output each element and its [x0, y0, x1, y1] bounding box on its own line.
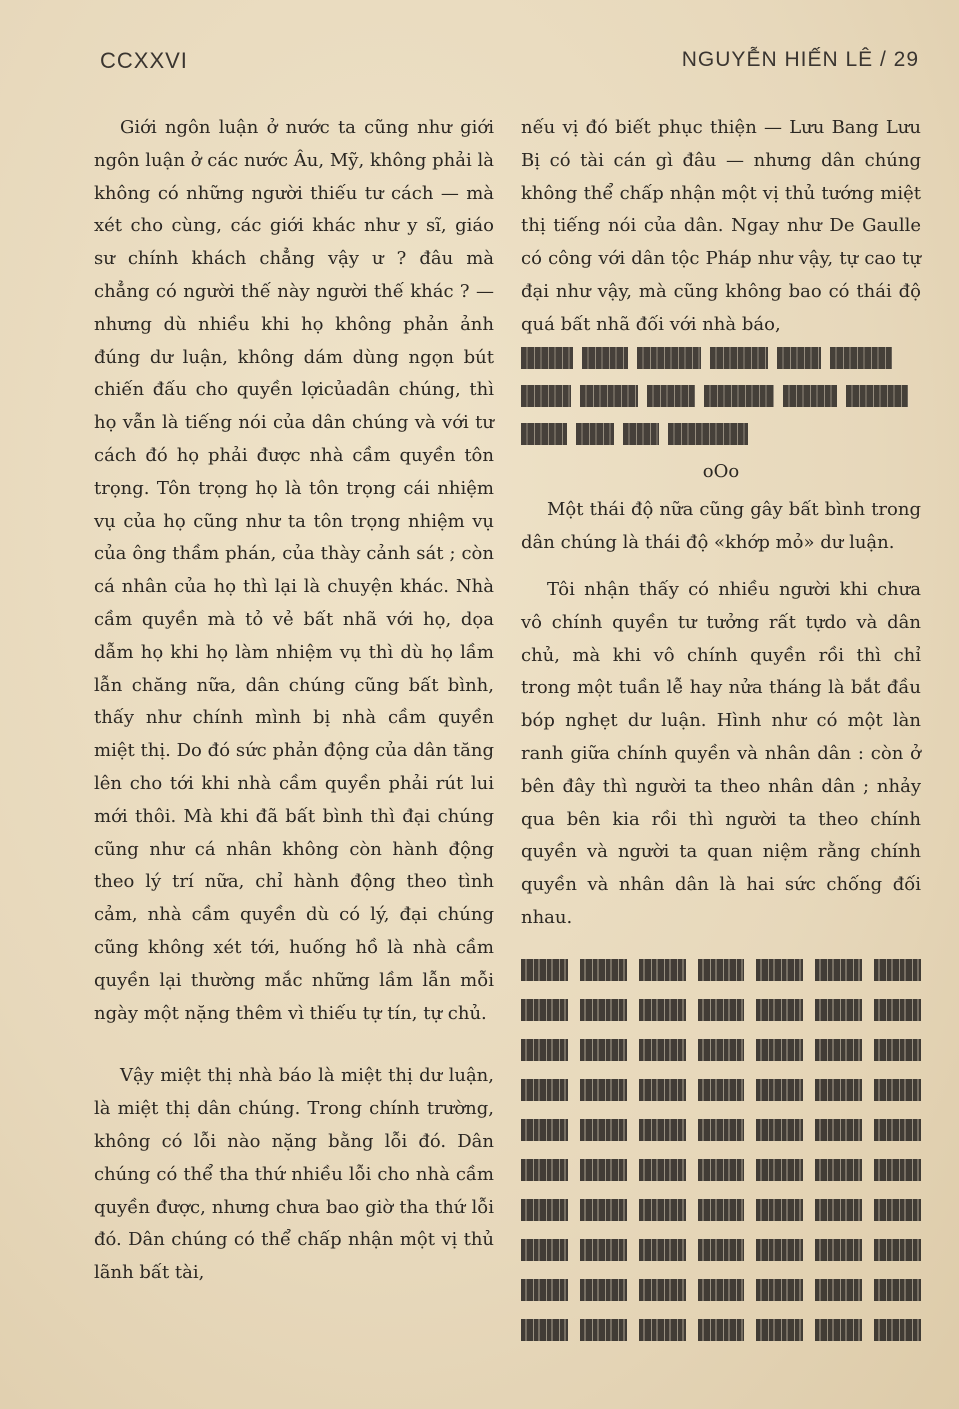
left-paragraph-1: Giới ngôn luận ở nước ta cũng như giới ngôn luận ở các nước Âu, Mỹ, không phải là không có những người thiếu tư cách — mà xét cho cùng, các giới khác như y sĩ, giáo sư chính khách chẳng vậy ư ? đâu mà chẳng có người thế này người thế khác ? — nhưng dù nhiều khi họ không phản ảnh đúng dư luận, không dám dùng ngọn bút chiến đấu cho quyền lợicủadân chúng, thì họ vẫn là tiếng nói của dân chúng và với tư cách đó họ phải được nhà cầm quyền tôn trọng. Tôn trọng họ là tôn trọng cái nhiệm vụ của họ cũng như ta tôn trọng nhiệm vụ của ông thầm phán, của thày cảnh sát ; còn cá nhân của họ thì lại là chuyện khác. Nhà cầm quyền mà tỏ vẻ bất nhã với họ, dọa dẫm họ khi họ làm nhiệm vụ thì dù họ lầm lẫn chăng nữa, dân chúng cũng bất bình, thấy như chính mình bị nhà cầm quyền miệt thị. Do đó sức phản động của dân tăng lên cho tới khi nhà cầm quyền phải rút lui mới thôi. Mà khi đã bất bình thì đại chúng cũng như cá nhân không còn hành động theo lý trí nữa, chỉ hành động theo tình cảm, nhà cầm quyền dù có lý, đại chúng cũng không xét tới, huống hồ là nhà cầm quyền lại thường mắc những lầm lẫn mỗi ngày một nặng thêm vì thiếu tự tín, tự chủ. — [94, 117, 494, 1024]
censored-lines-top — [521, 342, 921, 450]
section-separator: oOo — [702, 460, 740, 482]
right-paragraph-2: Một thái độ nữa cũng gây bất bình trong dân chúng là thái độ «khớp mỏ» dư luận. — [521, 499, 921, 554]
page-header-roman: CCXXVI — [100, 48, 188, 73]
page-header-author: NGUYỄN HIẾN LÊ / 29 — [681, 48, 919, 71]
paragraph-gap — [521, 560, 921, 574]
right-paragraph-3: Tôi nhận thấy có nhiều người khi chưa vô chính quyền tư tưởng rất tựdo và dân chủ, mà khi vô chính quyền rồi thì chỉ trong một tuần lễ hay nửa tháng là bắt đầu bóp nghẹt dư luận. Hình như có một làn ranh giữa chính quyền và nhân dân : còn ở bên đây thì người ta theo nhân dân ; nhảy qua bên kia rồi thì người ta theo chính quyền và người ta quan niệm rằng chính quyền và nhân dân là hai sức chống đối nhau. — [521, 578, 921, 928]
censored-block-bottom — [521, 955, 921, 1345]
left-paragraph-2: Vậy miệt thị nhà báo là miệt thị dư luận, là miệt thị dân chúng. Trong chính trường, không có lỗi nào nặng bằng lỗi đó. Dân chúng có thể tha thứ nhiều lỗi cho nhà cầm quyền được, nhưng chưa bao giờ tha thứ lỗi đó. Dân chúng có thể chấp nhận một vị thủ lãnh bất tài, — [94, 1065, 494, 1284]
right-column — [521, 112, 921, 1345]
left-column — [94, 112, 494, 1290]
right-paragraph-1: nếu vị đó biết phục thiện — Lưu Bang Lưu Bị có tài cán gì đâu — nhưng dân chúng không thể chấp nhận một vị thủ tướng miệt thị tiếng nói của dân. Ngay như De Gaulle có công với dân tộc Pháp như vậy, tự cao tự đại như vậy, mà cũng không bao có thái độ quá bất nhã đối với nhà báo, — [521, 117, 921, 335]
paragraph-gap — [94, 1030, 494, 1060]
